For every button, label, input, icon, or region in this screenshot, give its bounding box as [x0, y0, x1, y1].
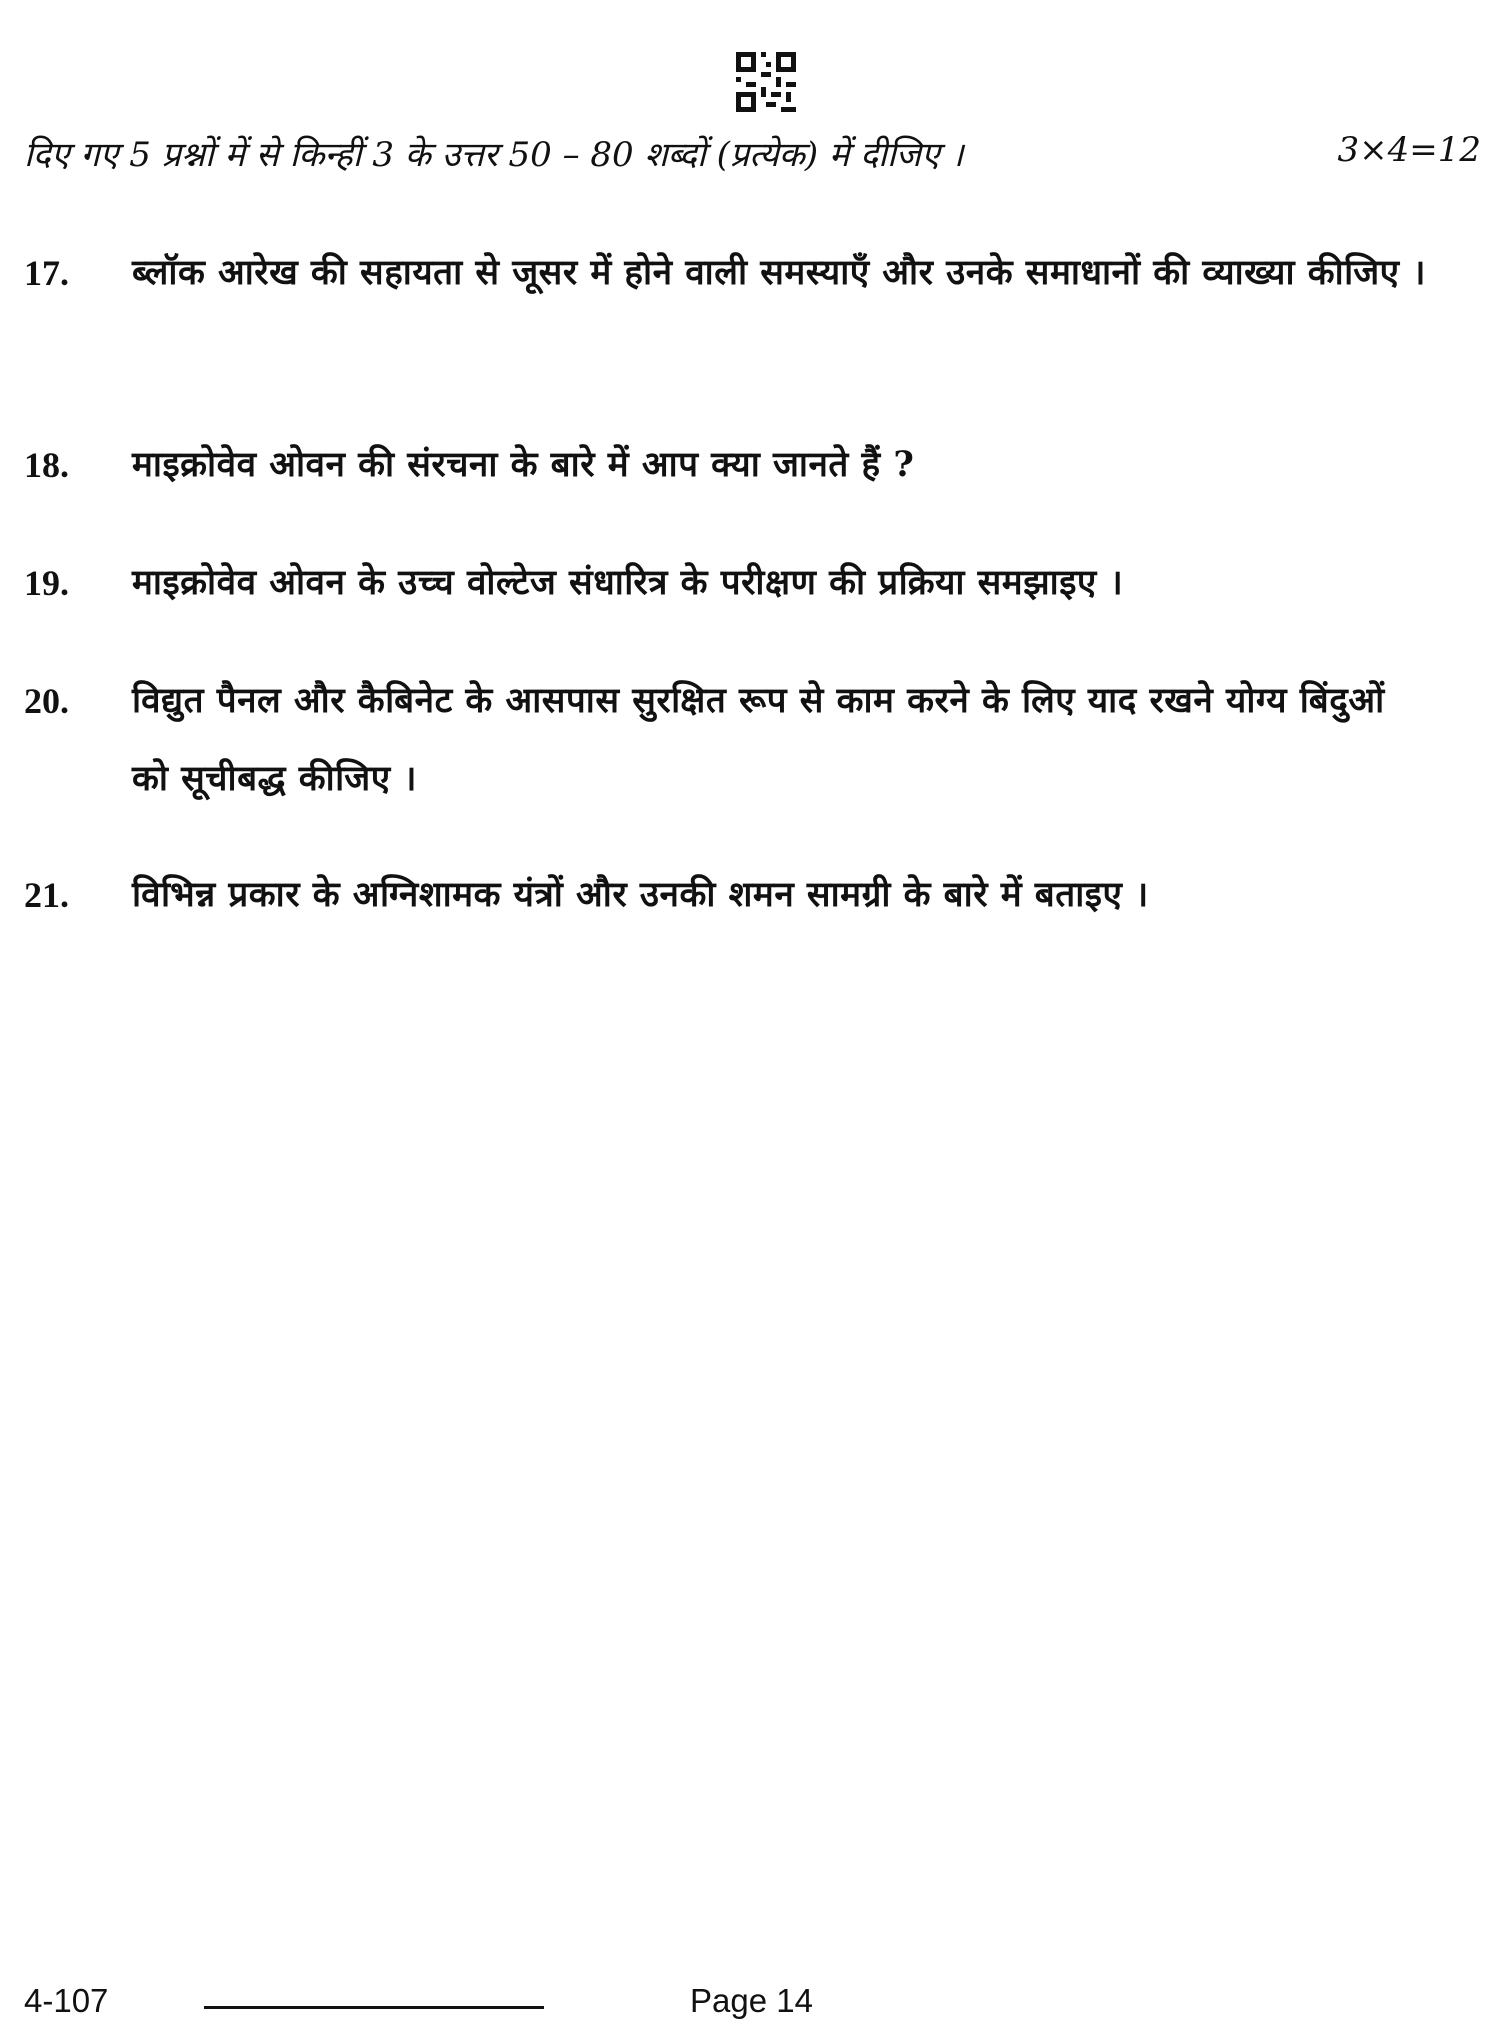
- section-instruction: दिए गए 5 प्रश्नों में से किन्हीं 3 के उत्तर 50 – 80 शब्दों (प्रत्येक) में दीजिए ।: [24, 135, 964, 175]
- question-18: [24, 444, 1424, 504]
- question-number: 21.: [24, 875, 69, 915]
- footer-rule: [204, 2006, 544, 2009]
- question-text: विद्युत पैनल और कैबिनेट के आसपास सुरक्षित रूप से काम करने के लिए याद रखने योग्य बिंदुओं को सूचीबद्ध कीजिए ।: [132, 680, 1385, 799]
- question-17: [24, 252, 1424, 372]
- question-20: [24, 680, 1424, 800]
- question-text: माइक्रोवेव ओवन की संरचना के बारे में आप क्या जानते हैं ?: [132, 444, 915, 485]
- question-text: ब्लॉक आरेख की सहायता से जूसर में होने वाली समस्याएँ और उनके समाधानों की व्याख्या कीजिए ।: [132, 252, 1426, 293]
- section-marks: 3×4=12: [1337, 130, 1481, 170]
- question-21: [24, 874, 1424, 934]
- page-footer: [24, 1982, 1481, 2022]
- paper-code: 4-107: [24, 1982, 109, 2019]
- question-19: [24, 562, 1424, 622]
- question-text: माइक्रोवेव ओवन के उच्च वोल्टेज संधारित्र के परीक्षण की प्रक्रिया समझाइए ।: [132, 562, 1124, 603]
- question-text: विभिन्न प्रकार के अग्निशामक यंत्रों और उनकी शमन सामग्री के बारे में बताइए ।: [132, 874, 1149, 915]
- question-number: 18.: [24, 445, 69, 485]
- question-number: 20.: [24, 681, 69, 721]
- question-number: 17.: [24, 253, 69, 293]
- page-number: Page 14: [690, 1982, 813, 2019]
- section-instruction-row: [24, 130, 1481, 180]
- question-number: 19.: [24, 563, 69, 603]
- qr-code: [736, 52, 796, 112]
